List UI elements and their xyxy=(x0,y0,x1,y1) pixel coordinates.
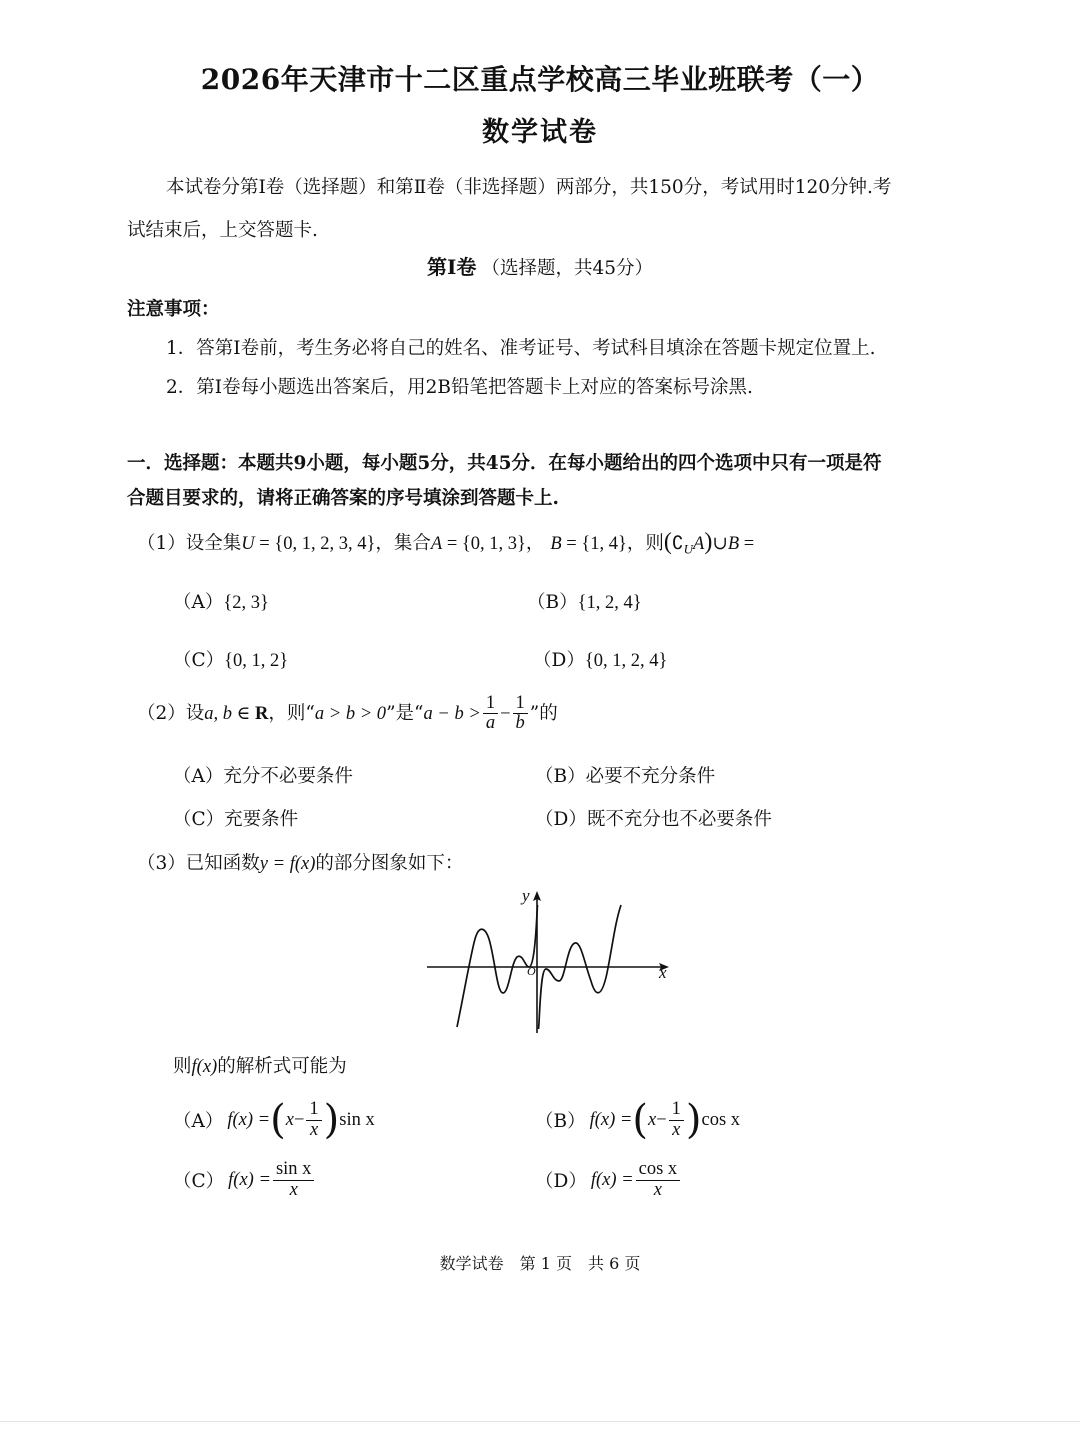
minus-sign: − xyxy=(293,1109,305,1130)
option-value: {2, 3} xyxy=(223,593,269,613)
minus-sign: − xyxy=(656,1109,667,1130)
ask-function: f(x) xyxy=(191,1057,218,1077)
intro-line-2: 试结束后，上交答题卡. xyxy=(127,220,318,241)
question-1-option-a[interactable] xyxy=(173,588,269,614)
fx-lhs: f(x) = xyxy=(228,1169,271,1190)
question-3-text: 已知函数 xyxy=(185,853,260,874)
section-heading-note: （选择题，共45分） xyxy=(481,258,653,279)
notice-item-1: 1．答第Ⅰ卷前，考生务必将自己的姓名、准考证号、考试科目填涂在答题卡规定位置上. xyxy=(166,338,876,359)
set-b-symbol: B xyxy=(550,534,562,554)
option-value: {0, 1, 2} xyxy=(224,651,289,671)
part1-instructions-line-2: 合题目要求的，请将正确答案的序号填涂到答题卡上. xyxy=(127,488,559,509)
page-subtitle: 数学试卷 xyxy=(482,117,598,148)
question-1-text: 设全集 xyxy=(185,533,242,554)
set-a-symbol: A xyxy=(430,534,443,554)
notice-title: 注意事项： xyxy=(127,299,220,320)
complement-symbol: ∁ xyxy=(671,534,684,554)
x-term: x xyxy=(648,1109,657,1130)
element-of-symbol: ∈ xyxy=(232,703,255,724)
complement-subscript: U xyxy=(683,541,694,557)
numerator: 1 xyxy=(483,694,498,714)
section-heading xyxy=(0,251,1080,280)
option-label: （A） xyxy=(173,766,224,787)
set-u-symbol: U xyxy=(241,534,255,554)
left-paren: ( xyxy=(270,1097,286,1143)
option-label: （C） xyxy=(173,1171,225,1192)
fraction-one-over-b xyxy=(513,694,528,734)
ask-suffix: 的解析式可能为 xyxy=(217,1056,347,1077)
question-3-option-c[interactable] xyxy=(173,1153,316,1207)
question-1-option-b[interactable] xyxy=(527,588,642,614)
left-paren: ( xyxy=(663,529,672,555)
option-label: （B） xyxy=(535,766,586,787)
question-1-text-3: ， xyxy=(525,533,545,554)
numerator: 1 xyxy=(513,694,528,714)
option-label: （C） xyxy=(173,809,225,830)
question-1-number: （1） xyxy=(137,533,186,554)
numerator: 1 xyxy=(669,1100,684,1120)
question-2-option-b[interactable] xyxy=(535,762,715,788)
minus-sign: − xyxy=(500,703,511,724)
question-3-stem xyxy=(137,849,463,875)
option-label: （D） xyxy=(533,650,585,671)
ask-prefix: 则 xyxy=(173,1056,192,1077)
equals-sign: = xyxy=(442,534,462,554)
condition-1: a > b > 0 xyxy=(314,703,387,724)
fraction-cosx-over-x xyxy=(636,1160,681,1200)
option-value: {0, 1, 2, 4} xyxy=(584,651,668,671)
page-title: 2026年天津市十二区重点学校高三毕业班联考（一） xyxy=(200,63,880,96)
right-paren: ) xyxy=(685,1097,702,1143)
option-value: 充要条件 xyxy=(224,809,299,830)
section-heading-title: 第Ⅰ卷 xyxy=(427,255,477,279)
y-axis-label: y xyxy=(522,886,530,905)
question-3-option-b[interactable] xyxy=(535,1093,740,1147)
function-expression: y = f(x) xyxy=(259,854,316,874)
part1-instructions-line-1: 一．选择题：本题共9小题，每小题5分，共45分．在每小题给出的四个选项中只有一项是符 xyxy=(127,453,882,474)
question-3-option-d[interactable] xyxy=(535,1153,682,1207)
question-1-option-c[interactable] xyxy=(173,646,288,672)
cos-x: cos x xyxy=(701,1109,741,1130)
fraction-one-over-x xyxy=(669,1100,684,1140)
right-paren: ) xyxy=(323,1097,340,1143)
fraction-one-over-x xyxy=(306,1100,321,1140)
question-2-option-d[interactable] xyxy=(535,805,772,831)
set-a-value: {0, 1, 3} xyxy=(461,534,526,554)
question-2-stem xyxy=(137,694,558,734)
intro-line-1: 本试卷分第Ⅰ卷（选择题）和第Ⅱ卷（非选择题）两部分，共150分，考试用时120分钟.考 xyxy=(166,177,892,198)
numerator: sin x xyxy=(273,1160,314,1180)
question-2-text-4: ”的 xyxy=(529,702,558,724)
function-graph xyxy=(425,883,675,1038)
question-3-option-a[interactable] xyxy=(173,1093,375,1147)
denominator: x xyxy=(653,1179,662,1200)
denominator: b xyxy=(515,713,525,734)
equals-tail: = xyxy=(739,534,755,554)
variables-ab: a, b xyxy=(204,703,233,724)
numerator: cos x xyxy=(636,1160,681,1180)
set-a-symbol: A xyxy=(693,534,705,554)
x-axis-label: x xyxy=(659,963,667,982)
set-u-value: {0, 1, 2, 3, 4} xyxy=(274,534,376,554)
option-label: （D） xyxy=(535,809,587,830)
option-value: {1, 2, 4} xyxy=(577,593,642,613)
page-footer: 数学试卷 第 1 页 共 6 页 xyxy=(439,1254,641,1273)
fraction-one-over-a xyxy=(483,694,498,734)
set-b-symbol: B xyxy=(727,534,740,554)
question-1-stem xyxy=(137,529,754,558)
question-1-text-4: ，则 xyxy=(626,533,664,554)
question-3-number: （3） xyxy=(137,853,186,874)
function-curve-left xyxy=(457,905,538,1027)
bottom-divider xyxy=(0,1421,1080,1422)
question-2-text-3: ”是“ xyxy=(386,702,424,724)
fx-lhs: f(x) = xyxy=(227,1109,271,1130)
option-label: （A） xyxy=(173,1111,224,1132)
denominator: x xyxy=(289,1179,298,1200)
denominator: x xyxy=(672,1119,681,1140)
question-2-option-c[interactable] xyxy=(173,805,298,831)
fx-lhs: f(x) = xyxy=(589,1109,633,1130)
question-2-text-2: ，则“ xyxy=(268,702,315,724)
real-numbers-symbol: R xyxy=(255,703,269,724)
option-value: 必要不充分条件 xyxy=(585,766,716,787)
option-label: （D） xyxy=(535,1171,587,1192)
numerator: 1 xyxy=(306,1100,321,1120)
option-value: 充分不必要条件 xyxy=(223,766,353,787)
set-b-value: {1, 4} xyxy=(581,534,627,554)
question-1-option-d[interactable] xyxy=(533,646,667,672)
question-1-text-2: ，集合 xyxy=(375,533,431,554)
question-2-option-a[interactable] xyxy=(173,762,353,788)
condition-2: a − b > xyxy=(423,703,481,724)
option-label: （B） xyxy=(527,592,578,613)
denominator: a xyxy=(485,713,496,734)
option-label: （A） xyxy=(173,592,224,613)
equals-sign: = xyxy=(561,534,582,554)
question-3-text-2: 的部分图象如下： xyxy=(315,853,464,874)
option-label: （B） xyxy=(535,1111,586,1132)
union-symbol: ∪ xyxy=(712,534,728,554)
question-3-ask xyxy=(173,1052,347,1078)
question-2-number: （2） xyxy=(137,702,186,724)
option-label: （C） xyxy=(173,650,225,671)
right-paren: ) xyxy=(704,529,713,555)
fx-lhs: f(x) = xyxy=(590,1169,634,1190)
question-2-text: 设 xyxy=(185,702,205,724)
equals-sign: = xyxy=(254,534,275,554)
fraction-sinx-over-x xyxy=(273,1160,314,1200)
sin-x: sin x xyxy=(339,1109,375,1130)
denominator: x xyxy=(309,1119,319,1140)
origin-label: O xyxy=(527,964,536,978)
option-value: 既不充分也不必要条件 xyxy=(586,809,772,830)
notice-item-2: 2．第Ⅰ卷每小题选出答案后，用2B铅笔把答题卡上对应的答案标号涂黑. xyxy=(166,377,753,398)
x-term: x xyxy=(285,1109,294,1130)
left-paren: ( xyxy=(632,1097,648,1143)
